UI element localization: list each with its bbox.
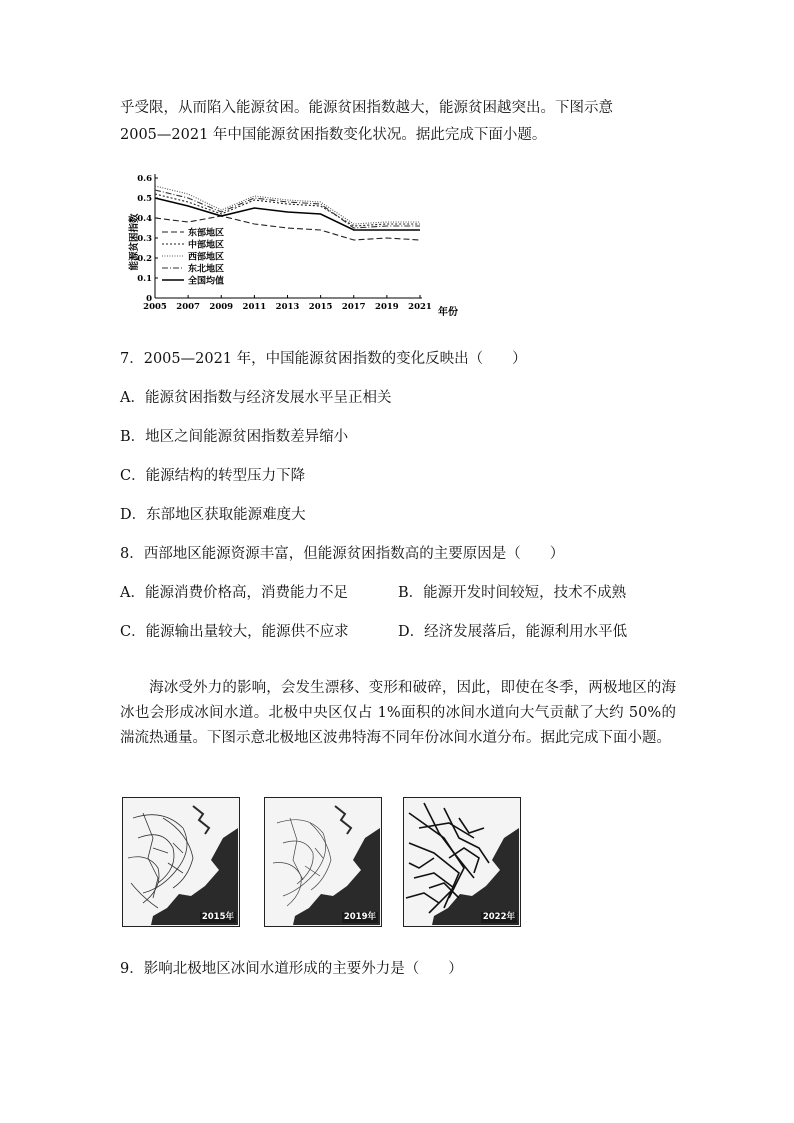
y-axis-label: 能源贫困指数 bbox=[129, 213, 140, 271]
map-label-2015: 2015年 bbox=[201, 912, 234, 922]
q9-stem: 9．影响北极地区冰间水道形成的主要外力是（ ） bbox=[120, 961, 463, 977]
energy-poverty-chart bbox=[120, 170, 470, 320]
legend-label-2: 中部地区 bbox=[188, 240, 225, 251]
map-2019 bbox=[264, 797, 382, 927]
y-tick-label: 0.4 bbox=[137, 214, 152, 224]
legend-label-4: 东北地区 bbox=[188, 264, 225, 275]
q8-option-b[interactable]: B．能源开发时间较短，技术不成熟 bbox=[398, 585, 627, 601]
x-tick-label: 2017 bbox=[341, 302, 366, 312]
intro-line-1: 乎受限，从而陷入能源贫困。能源贫困指数越大，能源贫困越突出。下图示意 bbox=[120, 100, 613, 116]
x-tick-label: 2021 bbox=[408, 302, 432, 312]
chart-axes bbox=[137, 174, 432, 312]
passage-sea-ice bbox=[120, 676, 676, 751]
map-2015 bbox=[122, 797, 240, 927]
map-2022 bbox=[403, 797, 521, 927]
x-tick-label: 2005 bbox=[143, 302, 167, 312]
map-label-2022: 2022年 bbox=[482, 912, 515, 922]
y-tick-label: 0.1 bbox=[137, 274, 152, 284]
q7-option-a[interactable]: A．能源贫困指数与经济发展水平呈正相关 bbox=[120, 390, 392, 406]
x-tick-label: 2019 bbox=[375, 302, 399, 312]
x-tick-label: 2013 bbox=[275, 302, 300, 312]
series-line-4 bbox=[155, 190, 420, 228]
x-tick-label: 2009 bbox=[209, 302, 234, 312]
series-line-5 bbox=[155, 198, 420, 230]
passage-sea-ice-text: 海冰受外力的影响，会发生漂移、变形和破碎，因此，即使在冬季，两极地区的海冰也会形成冰间水道。北极中央区仅占 1%面积的冰间水道向大气贡献了大约 50%的湍流热通量。下图示意北极地区波弗特海不同年份冰间水道分布。据此完成下面小题。 bbox=[120, 680, 676, 746]
q7-stem: 7．2005—2021 年，中国能源贫困指数的变化反映出（ ） bbox=[120, 351, 527, 367]
x-tick-label: 2015 bbox=[308, 302, 333, 312]
q7-option-c[interactable]: C．能源结构的转型压力下降 bbox=[120, 468, 306, 484]
sea-ice-map-2019-image bbox=[265, 798, 380, 925]
series-line-3 bbox=[155, 186, 420, 224]
x-axis-label: 年份 bbox=[438, 307, 458, 318]
q8-option-c[interactable]: C．能源输出量较大，能源供不应求 bbox=[120, 624, 349, 640]
y-tick-label: 0 bbox=[146, 294, 152, 304]
q8-stem: 8．西部地区能源资源丰富，但能源贫困指数高的主要原因是（ ） bbox=[120, 546, 565, 562]
q8-option-d[interactable]: D．经济发展落后，能源利用水平低 bbox=[398, 624, 628, 640]
sea-ice-map-2015-image bbox=[123, 798, 238, 925]
x-tick-label: 2007 bbox=[176, 302, 200, 312]
legend-label-1: 东部地区 bbox=[188, 228, 225, 239]
y-tick-label: 0.5 bbox=[137, 194, 152, 204]
q8-option-a[interactable]: A．能源消费价格高，消费能力不足 bbox=[120, 585, 348, 601]
intro-line-2: 2005—2021 年中国能源贫困指数变化状况。据此完成下面小题。 bbox=[120, 127, 547, 143]
q7-option-b[interactable]: B．地区之间能源贫困指数差异缩小 bbox=[120, 429, 349, 445]
y-tick-label: 0.2 bbox=[137, 254, 152, 264]
chart-legend bbox=[162, 227, 224, 287]
legend-label-5: 全国均值 bbox=[188, 276, 225, 287]
y-tick-label: 0.6 bbox=[137, 174, 152, 184]
map-label-2019: 2019年 bbox=[343, 912, 376, 922]
y-tick-label: 0.3 bbox=[137, 234, 152, 244]
legend-label-3: 西部地区 bbox=[188, 252, 225, 263]
sea-ice-map-2022-image bbox=[404, 798, 519, 925]
q7-option-d[interactable]: D．东部地区获取能源难度大 bbox=[120, 507, 306, 523]
x-tick-label: 2011 bbox=[242, 302, 267, 312]
